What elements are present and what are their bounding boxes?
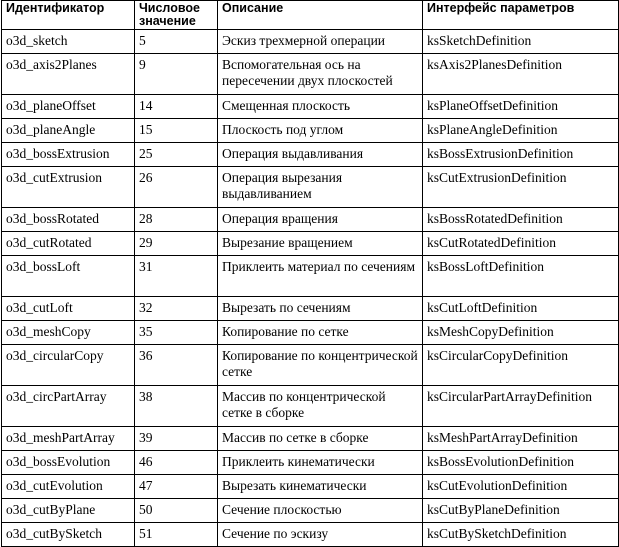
- cell-description: Операция вырезания выдавливанием: [218, 167, 423, 208]
- header-identifier: Идентификатор: [2, 1, 135, 30]
- table-row: [2, 143, 619, 167]
- cell-numeric-value: 35: [135, 321, 218, 345]
- cell-description: Копирование по концентрической сетке: [218, 345, 423, 386]
- cell-description: Вырезать по сечениям: [218, 297, 423, 321]
- cell-description: Операция выдавливания: [218, 143, 423, 167]
- cell-numeric-value: 50: [135, 499, 218, 523]
- cell-numeric-value: 36: [135, 345, 218, 386]
- cell-description: Приклеить кинематически: [218, 451, 423, 475]
- cell-parameter-interface: ksCircularPartArrayDefinition: [423, 386, 619, 427]
- cell-numeric-value: 46: [135, 451, 218, 475]
- cell-numeric-value: 31: [135, 256, 218, 297]
- cell-parameter-interface: ksPlaneOffsetDefinition: [423, 95, 619, 119]
- cell-identifier: o3d_cutBySketch: [2, 523, 135, 547]
- cell-parameter-interface: ksAxis2PlanesDefinition: [423, 54, 619, 95]
- table-row: [2, 321, 619, 345]
- cell-description: Приклеить материал по сечениям: [218, 256, 423, 297]
- cell-description: Плоскость под углом: [218, 119, 423, 143]
- cell-parameter-interface: ksCutEvolutionDefinition: [423, 475, 619, 499]
- cell-parameter-interface: ksCutByPlaneDefinition: [423, 499, 619, 523]
- table-row: [2, 30, 619, 54]
- cell-description: Операция вращения: [218, 208, 423, 232]
- operations-table: [1, 0, 619, 547]
- cell-description: Эскиз трехмерной операции: [218, 30, 423, 54]
- cell-identifier: o3d_cutLoft: [2, 297, 135, 321]
- cell-parameter-interface: ksBossExtrusionDefinition: [423, 143, 619, 167]
- cell-identifier: o3d_bossExtrusion: [2, 143, 135, 167]
- table-row: [2, 475, 619, 499]
- cell-numeric-value: 14: [135, 95, 218, 119]
- header-row: [2, 1, 619, 30]
- table-row: [2, 427, 619, 451]
- cell-parameter-interface: ksCutBySketchDefinition: [423, 523, 619, 547]
- cell-description: Сечение по эскизу: [218, 523, 423, 547]
- cell-parameter-interface: ksBossEvolutionDefinition: [423, 451, 619, 475]
- cell-parameter-interface: ksMeshPartArrayDefinition: [423, 427, 619, 451]
- cell-parameter-interface: ksPlaneAngleDefinition: [423, 119, 619, 143]
- table-row: [2, 256, 619, 297]
- cell-description: Вспомогательная ось на пересечении двух плоскостей: [218, 54, 423, 95]
- cell-numeric-value: 39: [135, 427, 218, 451]
- cell-description: Вырезать кинематически: [218, 475, 423, 499]
- cell-identifier: o3d_meshPartArray: [2, 427, 135, 451]
- cell-identifier: o3d_cutEvolution: [2, 475, 135, 499]
- cell-parameter-interface: ksBossRotatedDefinition: [423, 208, 619, 232]
- table-row: [2, 523, 619, 547]
- table-row: [2, 297, 619, 321]
- cell-parameter-interface: ksSketchDefinition: [423, 30, 619, 54]
- cell-identifier: o3d_planeAngle: [2, 119, 135, 143]
- table-row: [2, 95, 619, 119]
- cell-identifier: o3d_bossRotated: [2, 208, 135, 232]
- table-row: [2, 345, 619, 386]
- cell-numeric-value: 26: [135, 167, 218, 208]
- cell-identifier: o3d_circularCopy: [2, 345, 135, 386]
- header-description: Описание: [218, 1, 423, 30]
- cell-parameter-interface: ksCutRotatedDefinition: [423, 232, 619, 256]
- cell-numeric-value: 47: [135, 475, 218, 499]
- cell-numeric-value: 29: [135, 232, 218, 256]
- cell-numeric-value: 9: [135, 54, 218, 95]
- cell-description: Смещенная плоскость: [218, 95, 423, 119]
- cell-parameter-interface: ksCircularCopyDefinition: [423, 345, 619, 386]
- table-row: [2, 119, 619, 143]
- cell-identifier: o3d_axis2Planes: [2, 54, 135, 95]
- cell-parameter-interface: ksCutExtrusionDefinition: [423, 167, 619, 208]
- table-row: [2, 232, 619, 256]
- cell-numeric-value: 25: [135, 143, 218, 167]
- cell-numeric-value: 28: [135, 208, 218, 232]
- table-row: [2, 451, 619, 475]
- table-header: [2, 1, 619, 30]
- table-row: [2, 208, 619, 232]
- table-row: [2, 54, 619, 95]
- cell-identifier: o3d_meshCopy: [2, 321, 135, 345]
- cell-identifier: o3d_cutRotated: [2, 232, 135, 256]
- cell-numeric-value: 38: [135, 386, 218, 427]
- cell-numeric-value: 51: [135, 523, 218, 547]
- cell-identifier: o3d_sketch: [2, 30, 135, 54]
- cell-description: Массив по сетке в сборке: [218, 427, 423, 451]
- cell-numeric-value: 5: [135, 30, 218, 54]
- table-body: [2, 30, 619, 547]
- cell-description: Вырезание вращением: [218, 232, 423, 256]
- cell-description: Копирование по сетке: [218, 321, 423, 345]
- cell-identifier: o3d_bossLoft: [2, 256, 135, 297]
- cell-parameter-interface: ksBossLoftDefinition: [423, 256, 619, 297]
- table-row: [2, 167, 619, 208]
- cell-identifier: o3d_cutByPlane: [2, 499, 135, 523]
- cell-description: Сечение плоскостью: [218, 499, 423, 523]
- cell-identifier: o3d_cutExtrusion: [2, 167, 135, 208]
- table-row: [2, 499, 619, 523]
- cell-numeric-value: 32: [135, 297, 218, 321]
- cell-identifier: o3d_planeOffset: [2, 95, 135, 119]
- cell-identifier: o3d_bossEvolution: [2, 451, 135, 475]
- header-numeric-value: Числовое значение: [135, 1, 218, 30]
- header-parameter-interface: Интерфейс параметров: [423, 1, 619, 30]
- cell-parameter-interface: ksCutLoftDefinition: [423, 297, 619, 321]
- cell-description: Массив по концентрической сетке в сборке: [218, 386, 423, 427]
- cell-numeric-value: 15: [135, 119, 218, 143]
- table-row: [2, 386, 619, 427]
- cell-identifier: o3d_circPartArray: [2, 386, 135, 427]
- cell-parameter-interface: ksMeshCopyDefinition: [423, 321, 619, 345]
